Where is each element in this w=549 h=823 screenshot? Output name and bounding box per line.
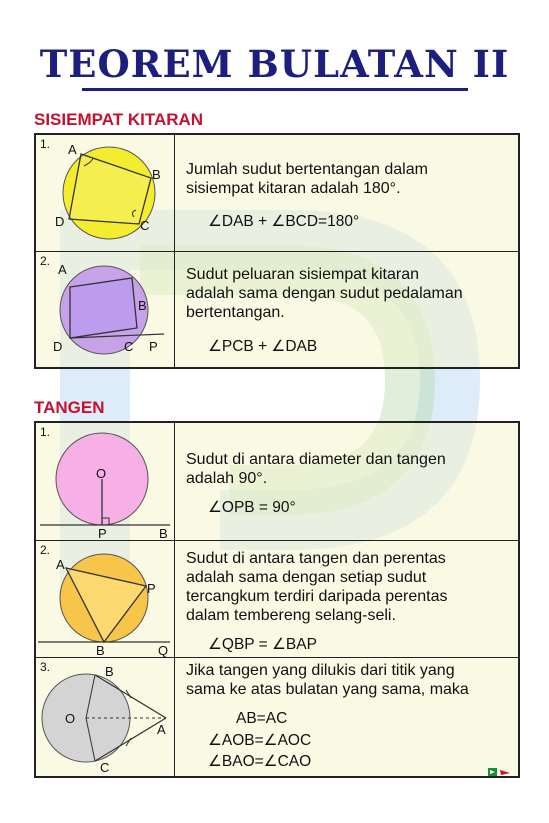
label-D: D bbox=[55, 214, 65, 229]
cyclic-panel bbox=[34, 133, 520, 369]
tangent-diameter-figure bbox=[36, 423, 174, 540]
item-description bbox=[186, 661, 469, 699]
text-line: sisiempat kitaran adalah 180°. bbox=[186, 180, 401, 197]
item-description bbox=[186, 450, 446, 488]
item-number: 3. bbox=[40, 660, 51, 674]
text-line: Jumlah sudut bertentangan dalam bbox=[186, 161, 428, 178]
formula: ∠PCB + ∠DAB bbox=[208, 338, 318, 355]
text-line: Sudut peluaran sisiempat kitaran bbox=[186, 266, 420, 283]
label-P: P bbox=[147, 581, 156, 596]
label-B: B bbox=[152, 167, 161, 182]
tangent-row-2 bbox=[36, 540, 518, 658]
label-Q: Q bbox=[158, 643, 169, 658]
next-arrow-icon[interactable] bbox=[488, 768, 497, 776]
item-description bbox=[186, 160, 428, 198]
tangent-row-3 bbox=[36, 657, 518, 777]
text-line: bertentangan. bbox=[186, 304, 285, 321]
corner-icons bbox=[488, 764, 512, 782]
label-O: O bbox=[96, 466, 107, 481]
formula: ∠QBP = ∠BAP bbox=[208, 636, 317, 653]
label-B: B bbox=[159, 526, 168, 540]
section-heading-tangent: TANGEN bbox=[34, 398, 105, 417]
title-underline bbox=[82, 88, 468, 91]
text-line: adalah 90°. bbox=[186, 470, 268, 487]
label-C: C bbox=[140, 218, 150, 233]
cyclic-quadrilateral-figure-2 bbox=[36, 252, 174, 368]
formula: AB=AC bbox=[236, 710, 288, 727]
label-P: P bbox=[98, 526, 107, 540]
item-number: 2. bbox=[40, 543, 51, 557]
label-P: P bbox=[149, 339, 158, 354]
label-D: D bbox=[53, 339, 63, 354]
text-line: Sudut di antara tangen dan perentas bbox=[186, 550, 446, 567]
label-O: O bbox=[65, 711, 76, 726]
text-line: dalam tembereng selang-seli. bbox=[186, 607, 396, 624]
cyclic-row-2 bbox=[36, 251, 518, 368]
label-B: B bbox=[96, 643, 105, 658]
item-number: 1. bbox=[40, 425, 51, 439]
text-line: adalah sama dengan setiap sudut bbox=[186, 569, 427, 586]
pen-icon[interactable] bbox=[500, 770, 510, 775]
text-line: Jika tangen yang dilukis dari titik yang bbox=[186, 662, 455, 679]
formula: ∠BAO=∠CAO bbox=[208, 753, 312, 770]
label-C: C bbox=[100, 760, 110, 775]
label-A: A bbox=[56, 557, 65, 572]
two-tangents-figure bbox=[36, 658, 174, 777]
text-line: Sudut di antara diameter dan tangen bbox=[186, 451, 446, 468]
section-heading-cyclic: SISIEMPAT KITARAN bbox=[34, 110, 204, 129]
cyclic-row-1 bbox=[36, 135, 518, 251]
item-number: 2. bbox=[40, 254, 51, 268]
text-line: sama ke atas bulatan yang sama, maka bbox=[186, 681, 469, 698]
formula: ∠OPB = 90° bbox=[208, 499, 296, 516]
item-description bbox=[186, 549, 447, 625]
formula: ∠DAB + ∠BCD=180° bbox=[208, 213, 360, 230]
tangent-row-1 bbox=[36, 423, 518, 540]
formula: ∠AOB=∠AOC bbox=[208, 732, 312, 749]
label-B: B bbox=[105, 664, 114, 679]
cyclic-quadrilateral-figure-1 bbox=[36, 135, 174, 251]
label-A: A bbox=[58, 262, 67, 277]
item-description bbox=[186, 265, 463, 322]
label-B: B bbox=[138, 298, 147, 313]
label-A: A bbox=[68, 142, 77, 157]
label-A: A bbox=[157, 722, 166, 737]
item-number: 1. bbox=[40, 137, 51, 151]
text-line: adalah sama dengan sudut pedalaman bbox=[186, 285, 463, 302]
tangent-chord-figure bbox=[36, 541, 174, 658]
tangent-panel bbox=[34, 421, 520, 778]
label-C: C bbox=[124, 339, 134, 354]
text-line: tercangkum terdiri daripada perentas bbox=[186, 588, 448, 605]
page-title: TEOREM BULATAN II bbox=[39, 42, 510, 86]
